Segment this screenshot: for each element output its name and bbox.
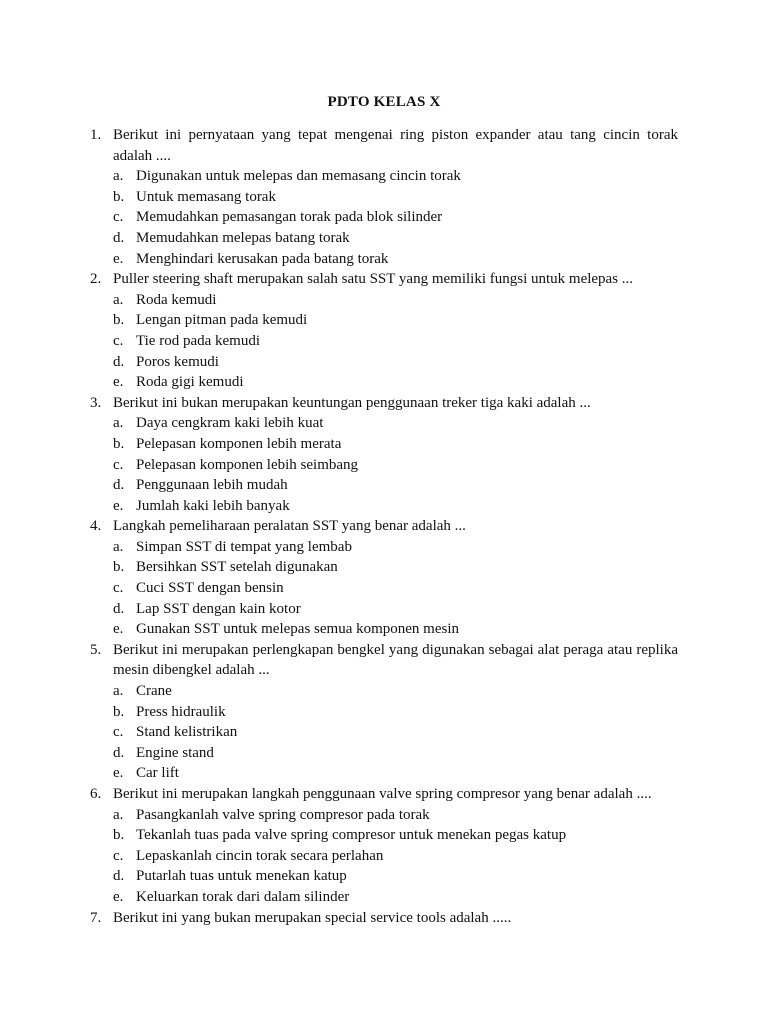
answer-option	[113, 619, 678, 640]
answer-option	[113, 166, 678, 187]
option-list	[113, 537, 678, 640]
option-list	[113, 413, 678, 516]
question-text: Puller steering shaft merupakan salah satu SST yang memiliki fungsi untuk melepas ...	[113, 271, 634, 288]
option-letter: b.	[113, 827, 125, 844]
option-letter: b.	[113, 559, 125, 576]
option-letter: d.	[113, 600, 125, 617]
page-title: PDTO KELAS X	[327, 94, 441, 110]
answer-option	[113, 207, 678, 228]
option-letter: d.	[113, 744, 125, 761]
option-letter: e.	[113, 374, 124, 391]
option-letter: b.	[113, 435, 125, 452]
option-letter: d.	[113, 353, 125, 370]
question-number: 3.	[90, 394, 102, 411]
option-text: Lepaskanlah cincin torak secara perlahan	[136, 847, 384, 864]
answer-option	[113, 310, 678, 331]
option-text: Putarlah tuas untuk menekan katup	[136, 868, 347, 885]
option-list	[113, 681, 678, 784]
option-letter: c.	[113, 209, 124, 226]
answer-option	[113, 763, 678, 784]
question-item	[90, 269, 678, 393]
option-text: Jumlah kaki lebih banyak	[136, 497, 290, 514]
option-text: Tekanlah tuas pada valve spring compresor untuk menekan pegas katup	[136, 827, 567, 844]
answer-option	[113, 722, 678, 743]
answer-option	[113, 866, 678, 887]
answer-option	[113, 413, 678, 434]
option-text: Pelepasan komponen lebih merata	[136, 435, 342, 452]
option-text: Digunakan untuk melepas dan memasang cincin torak	[136, 168, 461, 185]
answer-option	[113, 496, 678, 517]
option-letter: a.	[113, 415, 124, 432]
question-number: 7.	[90, 909, 102, 926]
option-text: Pelepasan komponen lebih seimbang	[136, 456, 359, 473]
question-item	[90, 125, 678, 269]
answer-option	[113, 846, 678, 867]
question-item	[90, 784, 678, 908]
question-number: 6.	[90, 786, 102, 802]
option-text: Tie rod pada kemudi	[136, 332, 261, 349]
question-list	[90, 125, 678, 928]
question-text: Berikut ini merupakan perlengkapan bengkel yang digunakan sebagai alat peraga atau replika mesin dibengkel adalah ...	[113, 641, 678, 679]
option-letter: d.	[113, 477, 125, 494]
option-letter: d.	[113, 868, 125, 885]
answer-option	[113, 249, 678, 270]
question-item	[90, 393, 678, 517]
option-list	[113, 805, 678, 908]
option-letter: c.	[113, 724, 124, 741]
answer-option	[113, 537, 678, 558]
answer-option	[113, 599, 678, 620]
option-text: Menghindari kerusakan pada batang torak	[136, 250, 389, 267]
option-text: Roda gigi kemudi	[136, 374, 244, 391]
answer-option	[113, 372, 678, 393]
option-letter: c.	[113, 847, 124, 864]
option-text: Stand kelistrikan	[136, 724, 238, 741]
option-text: Gunakan SST untuk melepas semua komponen mesin	[136, 621, 460, 638]
option-text: Daya cengkram kaki lebih kuat	[136, 415, 324, 432]
option-text: Poros kemudi	[136, 353, 219, 370]
question-number: 5.	[90, 641, 102, 658]
option-text: Simpan SST di tempat yang lembab	[136, 538, 352, 555]
option-text: Car lift	[136, 765, 179, 782]
option-text: Untuk memasang torak	[136, 188, 276, 205]
answer-option	[113, 290, 678, 311]
option-text: Engine stand	[136, 744, 214, 761]
option-letter: c.	[113, 580, 124, 597]
option-text: Press hidraulik	[136, 703, 226, 720]
question-text: Berikut ini yang bukan merupakan special service tools adalah .....	[113, 909, 512, 926]
answer-option	[113, 743, 678, 764]
answer-option	[113, 475, 678, 496]
option-text: Cuci SST dengan bensin	[136, 580, 284, 597]
option-text: Roda kemudi	[136, 291, 217, 308]
question-number: 4.	[90, 518, 102, 535]
answer-option	[113, 557, 678, 578]
question-item	[90, 640, 678, 784]
answer-option	[113, 455, 678, 476]
option-letter: c.	[113, 456, 124, 473]
answer-option	[113, 331, 678, 352]
option-letter: e.	[113, 497, 124, 514]
question-text: Langkah pemeliharaan peralatan SST yang benar adalah ...	[113, 518, 466, 535]
answer-option	[113, 187, 678, 208]
question-number: 1.	[90, 127, 102, 143]
option-letter: a.	[113, 291, 124, 308]
option-text: Lap SST dengan kain kotor	[136, 600, 301, 617]
option-letter: b.	[113, 188, 125, 205]
answer-option	[113, 805, 678, 826]
answer-option	[113, 578, 678, 599]
option-text: Keluarkan torak dari dalam silinder	[136, 888, 350, 905]
option-letter: e.	[113, 621, 124, 638]
answer-option	[113, 434, 678, 455]
answer-option	[113, 825, 678, 846]
option-letter: a.	[113, 806, 124, 823]
option-letter: a.	[113, 538, 124, 555]
question-text: Berikut ini merupakan langkah penggunaan valve spring compresor yang benar adalah ....	[113, 786, 652, 802]
question-text: Berikut ini pernyataan yang tepat mengenai ring piston expander atau tang cincin torak adalah ....	[113, 127, 678, 164]
option-letter: a.	[113, 168, 124, 185]
option-text: Crane	[136, 683, 172, 700]
option-letter: a.	[113, 683, 124, 700]
option-letter: e.	[113, 765, 124, 782]
question-item	[90, 908, 678, 929]
question-number: 2.	[90, 271, 102, 288]
answer-option	[113, 352, 678, 373]
answer-option	[113, 887, 678, 908]
answer-option	[113, 228, 678, 249]
option-letter: c.	[113, 332, 124, 349]
answer-option	[113, 681, 678, 702]
option-text: Pasangkanlah valve spring compresor pada torak	[136, 806, 430, 823]
option-text: Penggunaan lebih mudah	[136, 477, 288, 494]
option-text: Memudahkan pemasangan torak pada blok silinder	[136, 209, 443, 226]
question-item	[90, 516, 678, 640]
option-text: Memudahkan melepas batang torak	[136, 229, 350, 246]
option-text: Bersihkan SST setelah digunakan	[136, 559, 338, 576]
option-text: Lengan pitman pada kemudi	[136, 312, 308, 329]
answer-option	[113, 702, 678, 723]
option-letter: b.	[113, 703, 125, 720]
option-list	[113, 166, 678, 269]
option-letter: e.	[113, 250, 124, 267]
option-letter: e.	[113, 888, 124, 905]
option-letter: d.	[113, 229, 125, 246]
option-list	[113, 290, 678, 393]
option-letter: b.	[113, 312, 125, 329]
question-text: Berikut ini bukan merupakan keuntungan penggunaan treker tiga kaki adalah ...	[113, 394, 591, 411]
